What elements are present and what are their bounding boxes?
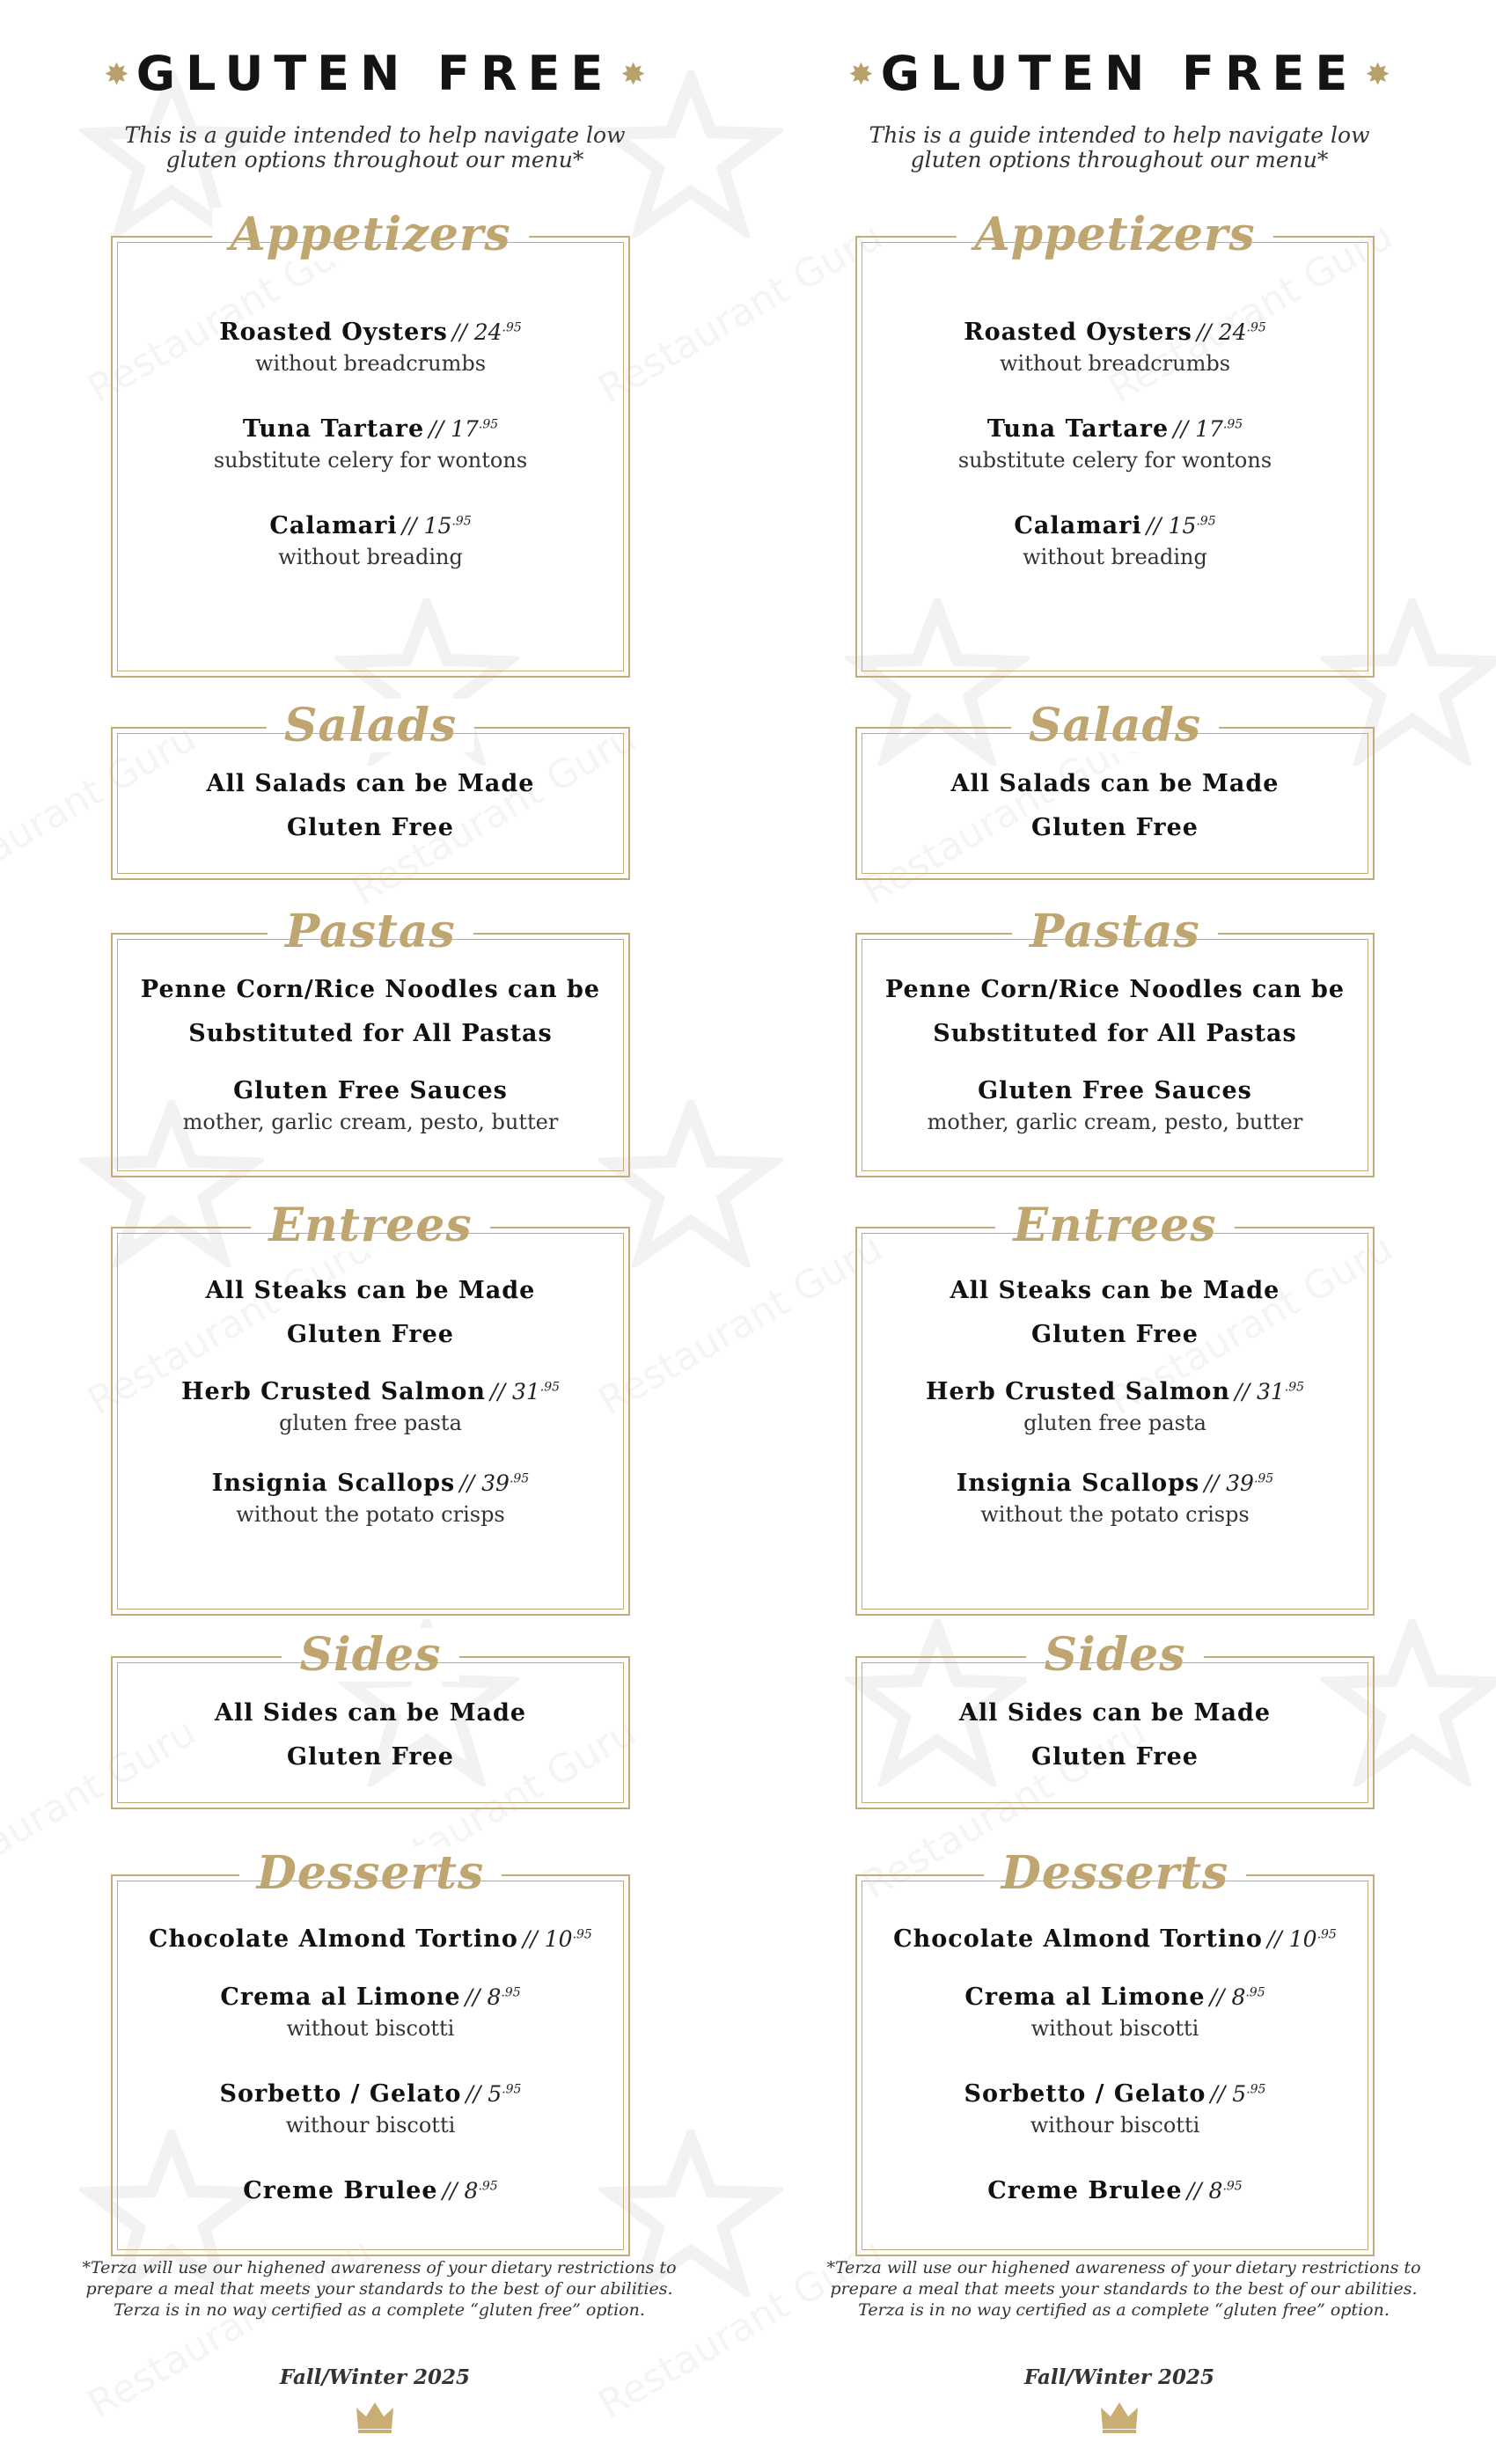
section-heading: Appetizers bbox=[957, 208, 1272, 261]
menu-item: Roasted Oysters // $24^{.95}$ without breadcrumbs bbox=[857, 319, 1373, 376]
pastas-note: Penne Corn/Rice Noodles can be Substituted for All Pastas bbox=[140, 976, 601, 1047]
menu-item: Calamari // $15^{.95}$ without breading bbox=[113, 512, 628, 569]
item-description: without breading bbox=[1023, 545, 1207, 569]
salads-note: All Salads can be Made Gluten Free bbox=[206, 770, 535, 841]
item-description: without breadcrumbs bbox=[999, 351, 1231, 376]
entrees-section bbox=[111, 1199, 630, 1616]
item-description: gluten free pasta bbox=[279, 1411, 462, 1435]
item-name: Tuna Tartare bbox=[242, 415, 425, 443]
menu-item: Sorbetto / Gelato // $5^{.95}$ withour biscotti bbox=[857, 2080, 1373, 2138]
menu-item bbox=[857, 1077, 1373, 1134]
item-description: substitute celery for wontons bbox=[213, 448, 528, 473]
menu-item: Calamari // $15^{.95}$ without breading bbox=[857, 512, 1373, 569]
disclaimer-footnote: *Terza will use our highened awareness of your dietary restrictions to prepare a meal that meets your standards to the best of our abilities. Terza is in no way certified as a complete “gluten free” option. bbox=[826, 2258, 1421, 2320]
item-price: 8 bbox=[464, 2178, 479, 2204]
item-name: Gluten Free Sauces bbox=[233, 1077, 508, 1104]
item-price: 15 bbox=[423, 513, 452, 539]
menu-item: Creme Brulee // $8^{.95}$ bbox=[243, 2177, 498, 2204]
item-name: Herb Crusted Salmon bbox=[925, 1378, 1231, 1405]
entrees-note: All Steaks can be Made Gluten Free bbox=[205, 1277, 536, 1348]
season-label: Fall/Winter 2025 bbox=[279, 2365, 471, 2389]
item-price: 8 bbox=[1208, 2178, 1223, 2204]
section-heading: Appetizers bbox=[212, 208, 528, 261]
watermark-text bbox=[591, 1226, 891, 1425]
star-icon: ✸ bbox=[848, 57, 874, 92]
item-name: Roasted Oysters bbox=[219, 319, 448, 346]
item-description: mother, garlic cream, pesto, butter bbox=[182, 1110, 559, 1134]
section-heading: Salads bbox=[1011, 699, 1219, 752]
salads-note: All Salads can be Made Gluten Free bbox=[950, 770, 1280, 841]
item-name: Herb Crusted Salmon bbox=[180, 1378, 487, 1405]
item-name: Chocolate Almond Tortino bbox=[893, 1925, 1263, 1953]
item-name: Insignia Scallops bbox=[211, 1470, 456, 1497]
star-icon: ✸ bbox=[620, 57, 646, 92]
season-label: Fall/Winter 2025 bbox=[1023, 2365, 1215, 2389]
item-name: Sorbetto / Gelato bbox=[219, 2080, 462, 2108]
menu-item: Insignia Scallops // $39^{.95}$ without the potato crisps bbox=[857, 1470, 1373, 1527]
appetizers-section bbox=[855, 208, 1375, 678]
section-heading: Sides bbox=[1026, 1628, 1203, 1682]
section-heading: Pastas bbox=[1012, 905, 1218, 958]
item-name: Creme Brulee bbox=[987, 2177, 1183, 2204]
menu-item: Creme Brulee // $8^{.95}$ bbox=[987, 2177, 1243, 2204]
menu-title: ✸ GLUTEN FREE ✸ bbox=[848, 46, 1390, 101]
item-price: 24 bbox=[1218, 319, 1247, 345]
item-description: withour biscotti bbox=[285, 2113, 456, 2138]
item-description: substitute celery for wontons bbox=[957, 448, 1272, 473]
item-price: 10 bbox=[1288, 1926, 1317, 1952]
menu-intro: This is a guide intended to help navigate low gluten options throughout our menu* bbox=[869, 122, 1370, 172]
item-price: 15 bbox=[1168, 513, 1197, 539]
section-heading: Entrees bbox=[251, 1199, 489, 1252]
item-price: 5 bbox=[488, 2081, 502, 2107]
menu-item bbox=[113, 1077, 628, 1134]
item-description: without biscotti bbox=[286, 2016, 455, 2041]
star-icon: ✸ bbox=[104, 57, 129, 92]
menu-item: Chocolate Almond Tortino // $10^{.95}$ bbox=[149, 1925, 592, 1953]
item-description: without breadcrumbs bbox=[254, 351, 487, 376]
item-name: Sorbetto / Gelato bbox=[964, 2080, 1206, 2108]
item-name: Tuna Tartare bbox=[986, 415, 1170, 443]
item-description: without biscotti bbox=[1030, 2016, 1199, 2041]
menu-item: Chocolate Almond Tortino // $10^{.95}$ bbox=[893, 1925, 1337, 1953]
item-name: Gluten Free Sauces bbox=[978, 1077, 1252, 1104]
pastas-section bbox=[111, 905, 630, 1177]
item-name: Creme Brulee bbox=[243, 2177, 438, 2204]
star-icon: ✸ bbox=[1365, 57, 1390, 92]
item-name: Insignia Scallops bbox=[956, 1470, 1200, 1497]
item-name: Calamari bbox=[1014, 512, 1142, 539]
item-description: mother, garlic cream, pesto, butter bbox=[927, 1110, 1303, 1134]
item-price: 31 bbox=[511, 1379, 540, 1404]
menu-title: ✸ GLUTEN FREE ✸ bbox=[104, 46, 646, 101]
item-price: 10 bbox=[544, 1926, 573, 1952]
item-price: 17 bbox=[451, 416, 479, 442]
section-heading: Desserts bbox=[984, 1846, 1247, 1900]
item-price: 31 bbox=[1256, 1379, 1285, 1404]
menu-item: Crema al Limone // $8^{.95}$ without biscotti bbox=[113, 1984, 628, 2041]
sides-note: All Sides can be Made Gluten Free bbox=[958, 1699, 1272, 1771]
sides-section bbox=[855, 1628, 1375, 1809]
salads-section bbox=[855, 699, 1375, 880]
menu-item: Tuna Tartare // $17^{.95}$ substitute celery for wontons bbox=[857, 415, 1373, 473]
item-name: Chocolate Almond Tortino bbox=[149, 1925, 518, 1953]
entrees-note: All Steaks can be Made Gluten Free bbox=[950, 1277, 1280, 1348]
entrees-section bbox=[855, 1199, 1375, 1616]
crown-icon bbox=[355, 2399, 395, 2434]
item-price: 24 bbox=[473, 319, 502, 345]
item-name: Calamari bbox=[269, 512, 398, 539]
menu-intro: This is a guide intended to help navigate low gluten options throughout our menu* bbox=[124, 122, 626, 172]
desserts-section bbox=[111, 1846, 630, 2256]
watermark-text bbox=[591, 214, 891, 413]
item-name: Crema al Limone bbox=[964, 1984, 1206, 2011]
item-price: 17 bbox=[1195, 416, 1223, 442]
appetizers-section bbox=[111, 208, 630, 678]
menu-item: Herb Crusted Salmon // $31^{.95}$ gluten free pasta bbox=[857, 1378, 1373, 1435]
item-description: without the potato crisps bbox=[980, 1502, 1250, 1527]
menu-item: Crema al Limone // $8^{.95}$ without biscotti bbox=[857, 1984, 1373, 2041]
section-heading: Pastas bbox=[268, 905, 473, 958]
desserts-section bbox=[855, 1846, 1375, 2256]
item-price: 39 bbox=[481, 1470, 510, 1496]
item-name: Roasted Oysters bbox=[964, 319, 1192, 346]
menu-item: Sorbetto / Gelato // $5^{.95}$ withour biscotti bbox=[113, 2080, 628, 2138]
item-price: 5 bbox=[1232, 2081, 1247, 2107]
disclaimer-footnote: *Terza will use our highened awareness of your dietary restrictions to prepare a meal that meets your standards to the best of our abilities. Terza is in no way certified as a complete “gluten free” option. bbox=[82, 2258, 677, 2320]
menu-item: Tuna Tartare // $17^{.95}$ substitute celery for wontons bbox=[113, 415, 628, 473]
menu-item: Herb Crusted Salmon // $31^{.95}$ gluten free pasta bbox=[113, 1378, 628, 1435]
item-description: gluten free pasta bbox=[1023, 1411, 1206, 1435]
item-description: without breading bbox=[278, 545, 463, 569]
section-heading: Sides bbox=[282, 1628, 458, 1682]
sides-section bbox=[111, 1628, 630, 1809]
menu-item: Insignia Scallops // $39^{.95}$ without the potato crisps bbox=[113, 1470, 628, 1527]
item-name: Crema al Limone bbox=[220, 1984, 461, 2011]
item-price: 8 bbox=[487, 1984, 502, 2010]
section-heading: Entrees bbox=[995, 1199, 1234, 1252]
pastas-section bbox=[855, 905, 1375, 1177]
item-description: without the potato crisps bbox=[236, 1502, 505, 1527]
item-price: 39 bbox=[1226, 1470, 1254, 1496]
item-price: 8 bbox=[1231, 1984, 1246, 2010]
pastas-note: Penne Corn/Rice Noodles can be Substituted for All Pastas bbox=[884, 976, 1346, 1047]
sides-note: All Sides can be Made Gluten Free bbox=[214, 1699, 527, 1771]
salads-section bbox=[111, 699, 630, 880]
menu-item: Roasted Oysters // $24^{.95}$ without breadcrumbs bbox=[113, 319, 628, 376]
section-heading: Salads bbox=[267, 699, 474, 752]
crown-icon bbox=[1099, 2399, 1140, 2434]
item-description: withour biscotti bbox=[1030, 2113, 1200, 2138]
section-heading: Desserts bbox=[239, 1846, 502, 1900]
